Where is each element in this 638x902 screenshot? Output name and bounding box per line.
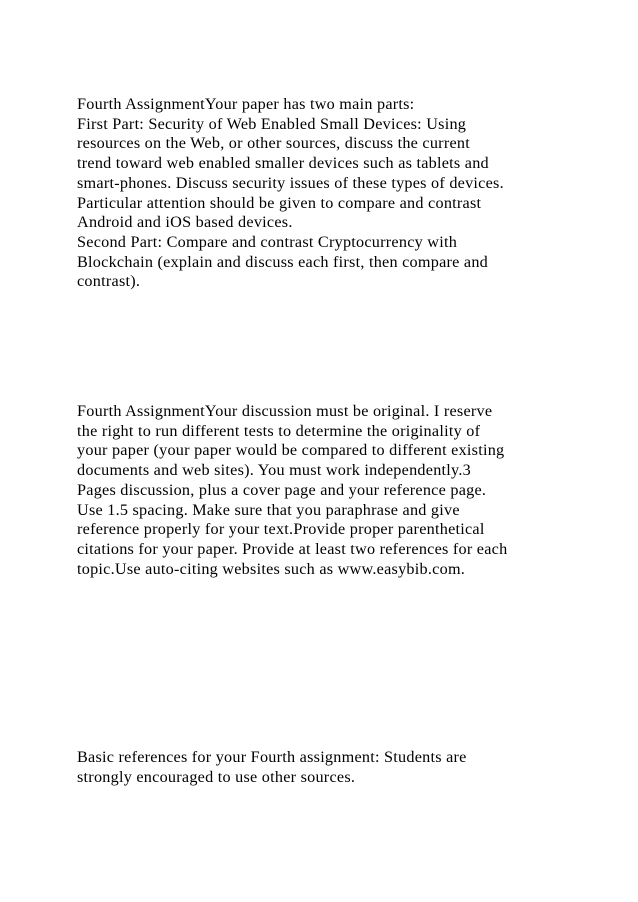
references-paragraph [77,748,577,787]
text-line: Use 1.5 spacing. Make sure that you paraphrase and give [77,500,460,519]
text-line: smart-phones. Discuss security issues of these types of devices. [77,173,504,192]
text-line: Second Part: Compare and contrast Cryptocurrency with [77,232,458,251]
text-line: Blockchain (explain and discuss each first, then compare and [77,252,489,271]
text-line: Basic references for your Fourth assignment: Students are [77,748,467,766]
text-line: trend toward web enabled smaller devices such as tablets and [77,154,489,173]
text-line: Particular attention should be given to compare and contrast [77,193,482,212]
text-line: contrast). [77,272,141,291]
text-line: Fourth AssignmentYour discussion must be original. I reserve [77,402,493,420]
text-line: resources on the Web, or other sources, discuss the current [77,134,470,153]
text-line: documents and web sites). You must work independently.3 [77,461,471,480]
text-line: topic.Use auto-citing websites such as www.easybib.com. [77,559,466,578]
text-line: your paper (your paper would be compared to different existing [77,441,505,460]
assignment-parts-paragraph [77,95,577,292]
text-line: strongly encouraged to use other sources. [77,767,356,786]
text-line: First Part: Security of Web Enabled Small Devices: Using [77,114,467,133]
discussion-requirements-paragraph [77,402,577,579]
text-line: Fourth AssignmentYour paper has two main parts: [77,95,415,113]
text-line: citations for your paper. Provide at least two references for each [77,539,508,558]
text-line: reference properly for your text.Provide proper parenthetical [77,520,485,539]
text-line: the right to run different tests to determine the originality of [77,421,481,440]
text-line: Android and iOS based devices. [77,213,293,232]
text-line: Pages discussion, plus a cover page and your reference page. [77,480,487,499]
